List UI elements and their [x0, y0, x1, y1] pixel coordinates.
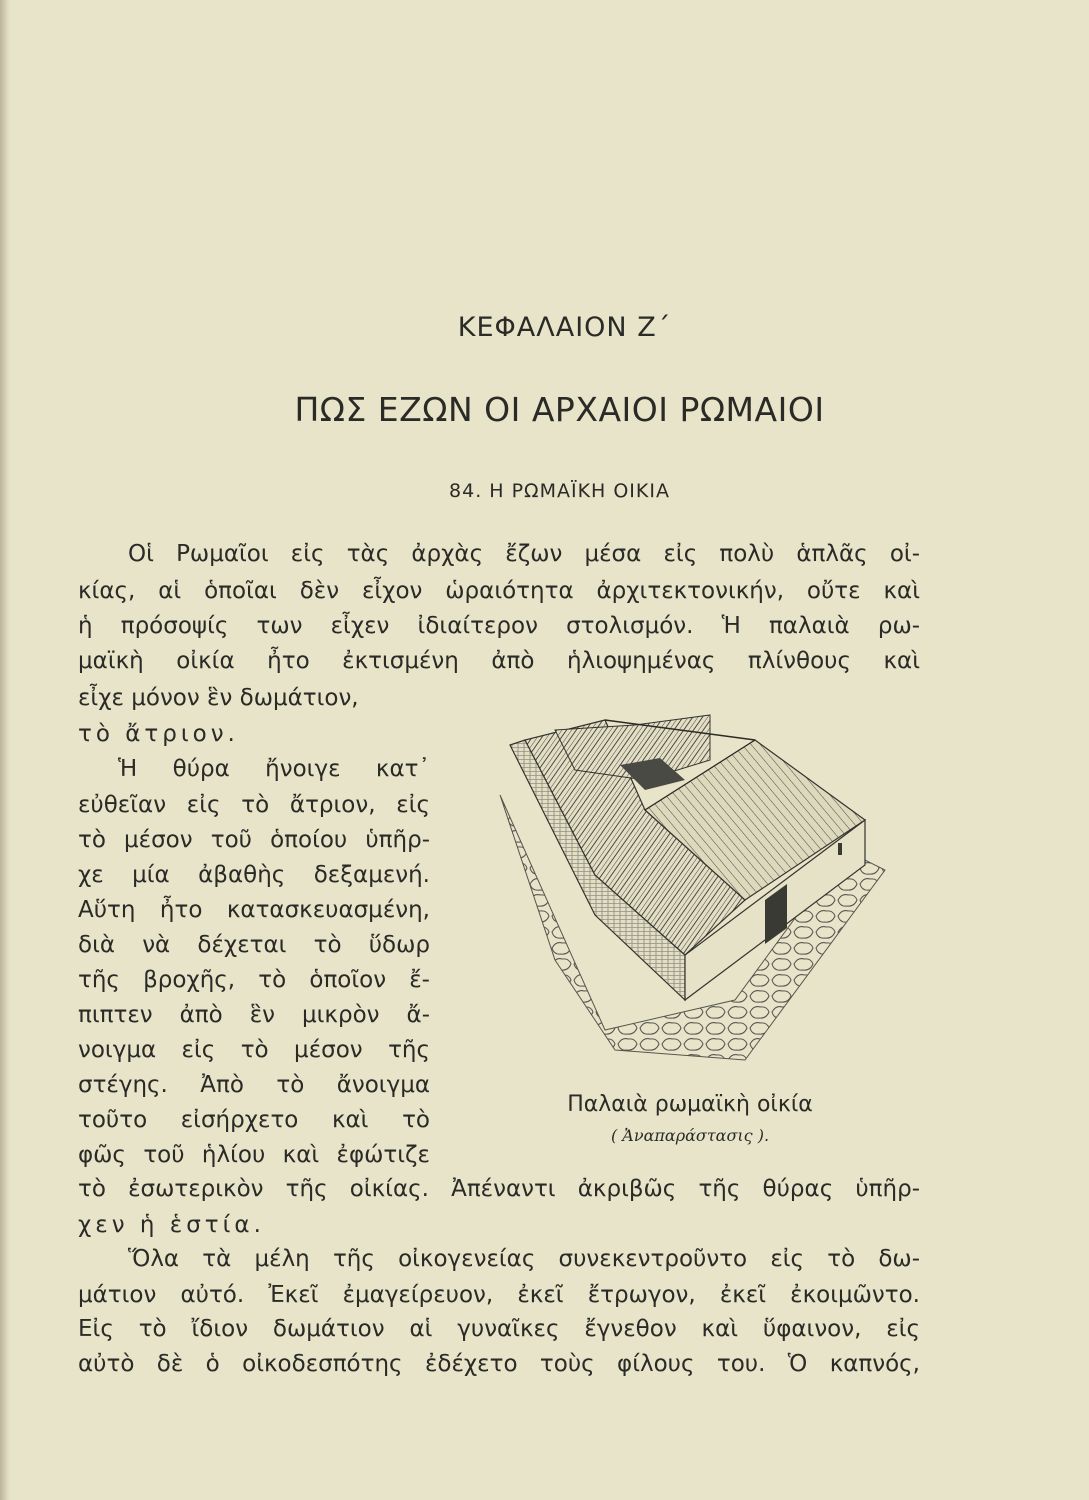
body-line: διὰ νὰ δέχεται τὸ ὕδωρ: [78, 932, 430, 958]
page-edge: [0, 0, 10, 1500]
body-line: νοιγμα εἰς τὸ μέσον τῆς: [78, 1037, 430, 1063]
figure-caption: Παλαιὰ ρωμαϊκὴ οἰκία: [567, 1092, 813, 1117]
section-heading: 84. Η ΡΩΜΑΪΚΗ ΟΙΚΙΑ: [449, 480, 670, 502]
body-line: ἡ πρόσοψίς των εἶχεν ἰδιαίτερον στολισμόν. Ἡ παλαιὰ ρω-: [78, 613, 920, 639]
body-line: Ἡ θύρα ἤνοιγε κατ᾽: [118, 756, 430, 782]
body-line: τοῦτο εἰσήρχετο καὶ τὸ: [78, 1107, 430, 1133]
body-line: τῆς βροχῆς, τὸ ὁποῖον ἔ-: [78, 967, 430, 993]
body-line: χε μία ἀβαθὴς δεξαμενή.: [78, 862, 430, 888]
body-line: Εἰς τὸ ἴδιον δωμάτιον αἱ γυναῖκες ἔγνεθον καὶ ὕφαινον, εἰς: [78, 1316, 920, 1342]
page-title: ΠΩΣ ΕΖΩΝ ΟΙ ΑΡΧΑΙΟΙ ΡΩΜΑΙΟΙ: [294, 390, 825, 429]
body-line: κίας, αἱ ὁποῖαι δὲν εἶχον ὡραιότητα ἀρχιτεκτονικήν, οὔτε καὶ: [78, 578, 920, 604]
body-line: μάτιον αὐτό. Ἐκεῖ ἐμαγείρευον, ἐκεῖ ἔτρωγον, ἐκεῖ ἐκοιμῶντο.: [78, 1282, 920, 1308]
figure-credit: ( Ἀναπαράστασις ).: [610, 1126, 770, 1145]
body-line: εὐθεῖαν εἰς τὸ ἄτριον, εἰς: [78, 792, 430, 818]
body-line: τὸ μέσον τοῦ ὁποίου ὑπῆρ-: [78, 827, 430, 853]
body-line: Αὕτη ἦτο κατασκευασμένη,: [78, 897, 430, 923]
roman-house-illustration: [485, 700, 890, 1070]
chapter-heading: ΚΕΦΑΛΑΙΟΝ Ζ΄: [457, 312, 672, 343]
body-line: χεν ἡ ἑστία.: [78, 1212, 265, 1238]
body-line: τὸ ἄτριον.: [78, 721, 239, 747]
body-line: φῶς τοῦ ἡλίου καὶ ἐφώτιζε: [78, 1142, 430, 1168]
body-line: εἶχε μόνον ἓν δωμάτιον,: [78, 685, 359, 711]
body-line: Ὅλα τὰ μέλη τῆς οἰκογενείας συνεκεντροῦντο εἰς τὸ δω-: [128, 1246, 920, 1272]
body-line: στέγης. Ἀπὸ τὸ ἄνοιγμα: [78, 1072, 430, 1098]
body-line: μαϊκὴ οἰκία ἦτο ἐκτισμένη ἀπὸ ἡλιοψημένας πλίνθους καὶ: [78, 648, 920, 674]
body-line: τὸ ἐσωτερικὸν τῆς οἰκίας. Ἀπέναντι ἀκριβῶς τῆς θύρας ὑπῆρ-: [78, 1176, 920, 1202]
body-line: πιπτεν ἀπὸ ἓν μικρὸν ἄ-: [78, 1002, 430, 1028]
body-line: Οἱ Ρωμαῖοι εἰς τὰς ἀρχὰς ἔζων μέσα εἰς πολὺ ἁπλᾶς οἰ-: [128, 541, 920, 567]
body-line: αὐτὸ δὲ ὁ οἰκοδεσπότης ἐδέχετο τοὺς φίλους του. Ὁ καπνός,: [78, 1351, 920, 1377]
